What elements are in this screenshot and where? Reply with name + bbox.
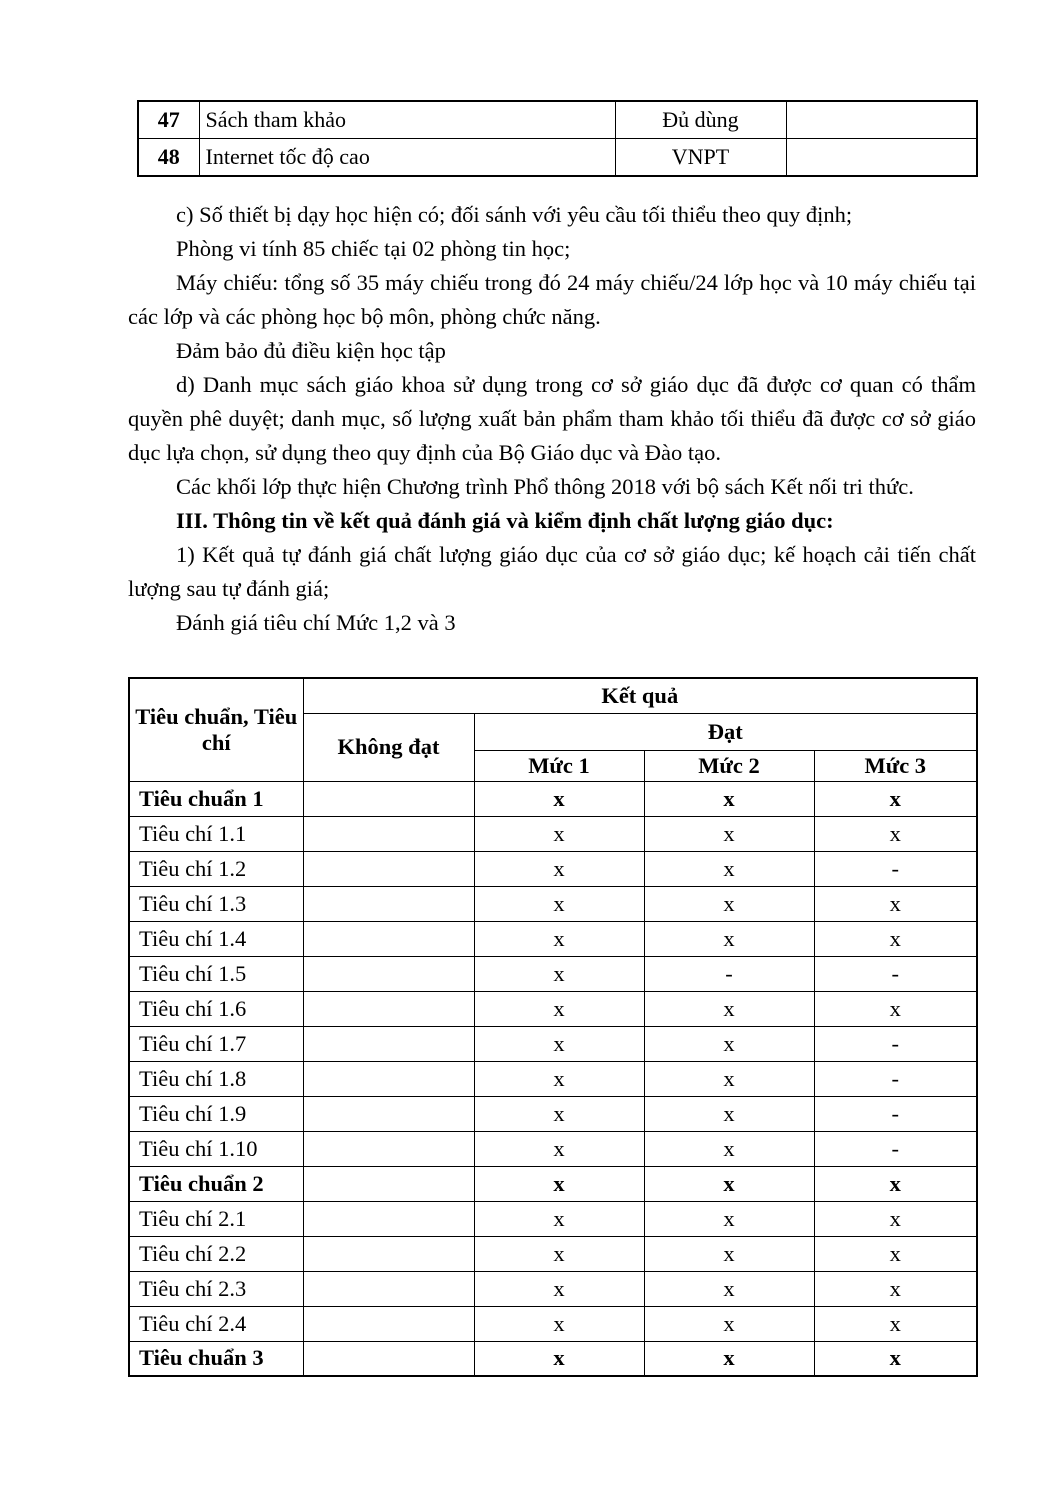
row-label: Tiêu chí 1.6	[129, 991, 303, 1026]
paragraph-d: d) Danh mục sách giáo khoa sử dụng trong cơ sở giáo dục đã được cơ quan có thẩm quyền phê duyệt; danh mục, số lượng xuất bản phẩm tham khảo tối thiểu đã được cơ sở giáo dục lựa chọn, sử dụng theo quy định của Bộ Giáo dục và Đào tạo.	[128, 372, 976, 465]
table-row	[129, 1271, 977, 1306]
cell-level-2: x	[644, 1236, 814, 1271]
cell-level-3: x	[814, 886, 977, 921]
row-label: Tiêu chí 1.4	[129, 921, 303, 956]
row-label: Tiêu chí 1.10	[129, 1131, 303, 1166]
cell-level-2: x	[644, 1096, 814, 1131]
item-note	[786, 139, 977, 177]
row-label: Tiêu chuẩn 3	[129, 1341, 303, 1376]
equipment-table	[137, 100, 978, 177]
paragraph-computers: Phòng vi tính 85 chiếc tại 02 phòng tin học;	[176, 236, 571, 261]
cell-level-3: x	[814, 1201, 977, 1236]
cell-level-2: x	[644, 781, 814, 816]
row-label: Tiêu chuẩn 2	[129, 1166, 303, 1201]
cell-level-3: x	[814, 1341, 977, 1376]
cell-level-2: x	[644, 851, 814, 886]
cell-level-2: -	[644, 956, 814, 991]
table-row	[129, 1061, 977, 1096]
cell-level-1: x	[474, 781, 644, 816]
cell-level-3: -	[814, 1026, 977, 1061]
cell-not-met	[303, 816, 474, 851]
table-row	[129, 991, 977, 1026]
cell-level-3: x	[814, 991, 977, 1026]
row-number: 48	[138, 139, 199, 177]
cell-level-3: -	[814, 1096, 977, 1131]
cell-level-3: -	[814, 1061, 977, 1096]
equipment-row	[138, 139, 977, 177]
row-number: 47	[138, 101, 199, 139]
item-name: Sách tham khảo	[199, 101, 615, 139]
row-label: Tiêu chí 2.2	[129, 1236, 303, 1271]
cell-level-1: x	[474, 1096, 644, 1131]
cell-level-2: x	[644, 921, 814, 956]
table-row	[129, 1026, 977, 1061]
item-note	[786, 101, 977, 139]
cell-level-2: x	[644, 1061, 814, 1096]
paragraph-conditions: Đảm bảo đủ điều kiện học tập	[176, 338, 446, 363]
table-row	[129, 921, 977, 956]
cell-level-3: x	[814, 1306, 977, 1341]
table-row	[129, 1131, 977, 1166]
cell-level-2: x	[644, 816, 814, 851]
cell-not-met	[303, 1131, 474, 1166]
cell-level-1: x	[474, 1306, 644, 1341]
cell-not-met	[303, 1026, 474, 1061]
equipment-row	[138, 101, 977, 139]
cell-level-3: -	[814, 1131, 977, 1166]
cell-not-met	[303, 1166, 474, 1201]
cell-level-1: x	[474, 1341, 644, 1376]
item-name: Internet tốc độ cao	[199, 139, 615, 177]
cell-level-1: x	[474, 1131, 644, 1166]
table-row	[129, 1096, 977, 1131]
cell-level-2: x	[644, 1166, 814, 1201]
table-row	[129, 1236, 977, 1271]
cell-level-3: -	[814, 956, 977, 991]
row-label: Tiêu chí 1.2	[129, 851, 303, 886]
row-label: Tiêu chí 1.7	[129, 1026, 303, 1061]
row-label: Tiêu chí 1.3	[129, 886, 303, 921]
paragraph-levels: Đánh giá tiêu chí Mức 1,2 và 3	[176, 610, 456, 635]
cell-not-met	[303, 1271, 474, 1306]
cell-level-3: x	[814, 1236, 977, 1271]
assessment-table	[128, 677, 978, 1377]
table-row	[129, 1306, 977, 1341]
cell-level-3: x	[814, 921, 977, 956]
cell-not-met	[303, 1061, 474, 1096]
header-level-1: Mức 1	[474, 750, 644, 781]
table-row	[129, 1201, 977, 1236]
table-row	[129, 816, 977, 851]
cell-not-met	[303, 1236, 474, 1271]
cell-level-1: x	[474, 886, 644, 921]
cell-level-1: x	[474, 1271, 644, 1306]
row-label: Tiêu chí 2.3	[129, 1271, 303, 1306]
row-label: Tiêu chuẩn 1	[129, 781, 303, 816]
item-status: Đủ dùng	[615, 101, 786, 139]
row-label: Tiêu chí 2.4	[129, 1306, 303, 1341]
row-label: Tiêu chí 1.5	[129, 956, 303, 991]
table-row	[129, 956, 977, 991]
section-heading-iii: III. Thông tin về kết quả đánh giá và kiểm định chất lượng giáo dục:	[176, 508, 834, 533]
table-row	[129, 886, 977, 921]
cell-not-met	[303, 851, 474, 886]
cell-level-1: x	[474, 1026, 644, 1061]
cell-level-3: -	[814, 851, 977, 886]
cell-not-met	[303, 956, 474, 991]
cell-level-1: x	[474, 1236, 644, 1271]
table-row	[129, 1341, 977, 1376]
header-row-result	[129, 678, 977, 713]
cell-not-met	[303, 886, 474, 921]
cell-level-1: x	[474, 921, 644, 956]
item-status: VNPT	[615, 139, 786, 177]
row-label: Tiêu chí 1.1	[129, 816, 303, 851]
cell-level-3: x	[814, 816, 977, 851]
row-label: Tiêu chí 1.8	[129, 1061, 303, 1096]
row-label: Tiêu chí 2.1	[129, 1201, 303, 1236]
cell-level-3: x	[814, 781, 977, 816]
cell-level-1: x	[474, 816, 644, 851]
table-row	[129, 851, 977, 886]
cell-level-2: x	[644, 991, 814, 1026]
cell-level-2: x	[644, 1201, 814, 1236]
cell-level-2: x	[644, 1026, 814, 1061]
paragraph-program: Các khối lớp thực hiện Chương trình Phổ thông 2018 với bộ sách Kết nối tri thức.	[176, 474, 914, 499]
cell-level-1: x	[474, 1061, 644, 1096]
cell-level-2: x	[644, 1306, 814, 1341]
cell-level-2: x	[644, 1271, 814, 1306]
cell-level-2: x	[644, 1341, 814, 1376]
cell-level-2: x	[644, 886, 814, 921]
header-result: Kết quả	[303, 678, 977, 713]
cell-not-met	[303, 1096, 474, 1131]
cell-not-met	[303, 781, 474, 816]
cell-not-met	[303, 921, 474, 956]
cell-not-met	[303, 1306, 474, 1341]
header-criteria: Tiêu chuẩn, Tiêu chí	[129, 678, 303, 781]
cell-level-1: x	[474, 1201, 644, 1236]
cell-level-1: x	[474, 956, 644, 991]
cell-not-met	[303, 1201, 474, 1236]
paragraph-projectors: Máy chiếu: tổng số 35 máy chiếu trong đó 24 máy chiếu/24 lớp học và 10 máy chiếu tại các lớp và các phòng học bộ môn, phòng chức năng.	[128, 270, 976, 329]
cell-not-met	[303, 1341, 474, 1376]
cell-not-met	[303, 991, 474, 1026]
header-level-3: Mức 3	[814, 750, 977, 781]
cell-level-1: x	[474, 1166, 644, 1201]
body-text	[128, 198, 976, 640]
header-not-met: Không đạt	[303, 713, 474, 781]
header-level-2: Mức 2	[644, 750, 814, 781]
cell-level-1: x	[474, 991, 644, 1026]
cell-level-1: x	[474, 851, 644, 886]
table-row	[129, 781, 977, 816]
paragraph-self-assessment: 1) Kết quả tự đánh giá chất lượng giáo dục của cơ sở giáo dục; kế hoạch cải tiến chất lượng sau tự đánh giá;	[128, 542, 976, 601]
cell-level-2: x	[644, 1131, 814, 1166]
paragraph-c: c) Số thiết bị dạy học hiện có; đối sánh với yêu cầu tối thiểu theo quy định;	[176, 202, 853, 227]
cell-level-3: x	[814, 1271, 977, 1306]
cell-level-3: x	[814, 1166, 977, 1201]
row-label: Tiêu chí 1.9	[129, 1096, 303, 1131]
table-row	[129, 1166, 977, 1201]
header-met: Đạt	[474, 713, 977, 750]
